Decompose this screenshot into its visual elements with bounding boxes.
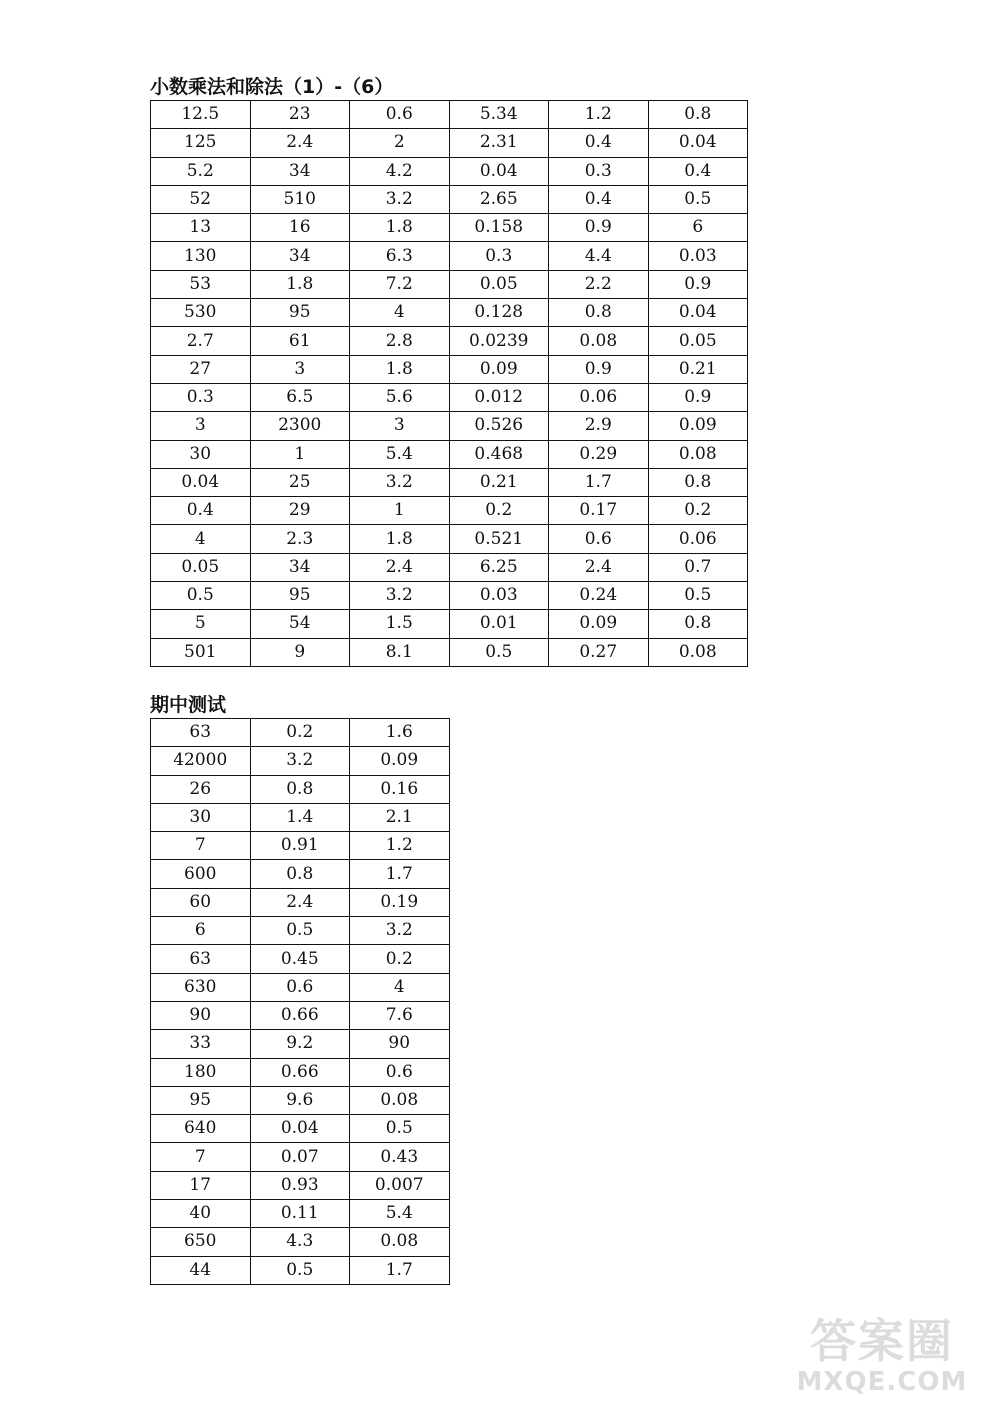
table-cell: 0.2 bbox=[350, 945, 450, 973]
table-cell: 1.6 bbox=[350, 719, 450, 747]
table-cell: 0.29 bbox=[549, 440, 649, 468]
table-cell: 33 bbox=[151, 1030, 251, 1058]
table-cell: 9.2 bbox=[250, 1030, 350, 1058]
table-cell: 1.8 bbox=[350, 355, 450, 383]
table-cell: 1.8 bbox=[350, 214, 450, 242]
table-row bbox=[151, 1200, 450, 1228]
table-row bbox=[151, 1171, 450, 1199]
table-row bbox=[151, 157, 748, 185]
table-cell: 2300 bbox=[250, 412, 350, 440]
table-cell: 0.012 bbox=[449, 383, 549, 411]
table-cell: 510 bbox=[250, 185, 350, 213]
table-cell: 7.2 bbox=[350, 270, 450, 298]
table-row bbox=[151, 497, 748, 525]
table-cell: 0.09 bbox=[449, 355, 549, 383]
table-cell: 640 bbox=[151, 1115, 251, 1143]
table-cell: 6.3 bbox=[350, 242, 450, 270]
table-cell: 0.06 bbox=[648, 525, 748, 553]
table-cell: 42000 bbox=[151, 747, 251, 775]
table-cell: 0.08 bbox=[350, 1228, 450, 1256]
table-cell: 2.2 bbox=[549, 270, 649, 298]
table-cell: 650 bbox=[151, 1228, 251, 1256]
table-cell: 0.2 bbox=[449, 497, 549, 525]
table-cell: 54 bbox=[250, 610, 350, 638]
section-title-decimal-multiplication-division: 小数乘法和除法（1）-（6） bbox=[150, 76, 394, 98]
table-cell: 0.17 bbox=[549, 497, 649, 525]
table-cell: 17 bbox=[151, 1171, 251, 1199]
table-cell: 1.7 bbox=[549, 468, 649, 496]
table-cell: 95 bbox=[250, 582, 350, 610]
table-cell: 53 bbox=[151, 270, 251, 298]
table-cell: 0.526 bbox=[449, 412, 549, 440]
table-cell: 12.5 bbox=[151, 101, 251, 129]
table-row bbox=[151, 638, 748, 666]
table-cell: 34 bbox=[250, 553, 350, 581]
table-cell: 0.0239 bbox=[449, 327, 549, 355]
table-cell: 0.8 bbox=[549, 299, 649, 327]
watermark-domain-text: MXQE.COM bbox=[796, 1367, 968, 1397]
table-row bbox=[151, 1256, 450, 1284]
table-row bbox=[151, 299, 748, 327]
table-row bbox=[151, 1001, 450, 1029]
table-cell: 29 bbox=[250, 497, 350, 525]
table-cell: 2.4 bbox=[250, 129, 350, 157]
table-cell: 0.08 bbox=[350, 1086, 450, 1114]
table-cell: 27 bbox=[151, 355, 251, 383]
table-cell: 30 bbox=[151, 440, 251, 468]
table-cell: 0.08 bbox=[648, 440, 748, 468]
table-cell: 501 bbox=[151, 638, 251, 666]
table-row bbox=[151, 525, 748, 553]
table-cell: 60 bbox=[151, 888, 251, 916]
table-row bbox=[151, 129, 748, 157]
table-cell: 0.5 bbox=[250, 1256, 350, 1284]
table-cell: 2.8 bbox=[350, 327, 450, 355]
table-row bbox=[151, 610, 748, 638]
table-cell: 0.468 bbox=[449, 440, 549, 468]
table-cell: 2.4 bbox=[250, 888, 350, 916]
table-cell: 25 bbox=[250, 468, 350, 496]
table-row bbox=[151, 383, 748, 411]
table-cell: 0.05 bbox=[449, 270, 549, 298]
table-cell: 0.07 bbox=[250, 1143, 350, 1171]
table-cell: 2.7 bbox=[151, 327, 251, 355]
table-cell: 0.05 bbox=[151, 553, 251, 581]
table-cell: 61 bbox=[250, 327, 350, 355]
table-cell: 3.2 bbox=[350, 582, 450, 610]
table-cell: 0.4 bbox=[151, 497, 251, 525]
table-cell: 0.5 bbox=[449, 638, 549, 666]
table-cell: 8.1 bbox=[350, 638, 450, 666]
table-cell: 0.3 bbox=[549, 157, 649, 185]
table-cell: 7 bbox=[151, 832, 251, 860]
table-cell: 0.6 bbox=[250, 973, 350, 1001]
table-cell: 1.2 bbox=[549, 101, 649, 129]
table-cell: 0.158 bbox=[449, 214, 549, 242]
table-cell: 90 bbox=[151, 1001, 251, 1029]
table-cell: 4.2 bbox=[350, 157, 450, 185]
table-cell: 630 bbox=[151, 973, 251, 1001]
table-cell: 125 bbox=[151, 129, 251, 157]
section-title-midterm-test: 期中测试 bbox=[150, 694, 227, 716]
table-cell: 0.9 bbox=[648, 383, 748, 411]
table-cell: 9.6 bbox=[250, 1086, 350, 1114]
table-cell: 0.03 bbox=[449, 582, 549, 610]
table-cell: 3 bbox=[250, 355, 350, 383]
table-row bbox=[151, 582, 748, 610]
table-cell: 4.3 bbox=[250, 1228, 350, 1256]
table-cell: 9 bbox=[250, 638, 350, 666]
table-cell: 40 bbox=[151, 1200, 251, 1228]
table-row bbox=[151, 270, 748, 298]
table-cell: 3.2 bbox=[350, 185, 450, 213]
table-cell: 2.31 bbox=[449, 129, 549, 157]
answer-table-midterm-test bbox=[150, 718, 450, 1285]
table-cell: 1.8 bbox=[250, 270, 350, 298]
watermark-logo-text: 答案圈 bbox=[810, 1314, 954, 1368]
table-row bbox=[151, 327, 748, 355]
table-cell: 0.21 bbox=[648, 355, 748, 383]
table-cell: 0.6 bbox=[350, 101, 450, 129]
table-cell: 1.7 bbox=[350, 860, 450, 888]
table-row bbox=[151, 888, 450, 916]
table-cell: 0.2 bbox=[250, 719, 350, 747]
table-cell: 1.2 bbox=[350, 832, 450, 860]
table-cell: 2.65 bbox=[449, 185, 549, 213]
table-row bbox=[151, 775, 450, 803]
table-cell: 130 bbox=[151, 242, 251, 270]
table-row bbox=[151, 1086, 450, 1114]
table-cell: 0.8 bbox=[648, 610, 748, 638]
table-row bbox=[151, 945, 450, 973]
table-cell: 4 bbox=[350, 973, 450, 1001]
table-cell: 44 bbox=[151, 1256, 251, 1284]
table-cell: 0.11 bbox=[250, 1200, 350, 1228]
table-cell: 5.4 bbox=[350, 440, 450, 468]
table-cell: 0.24 bbox=[549, 582, 649, 610]
table-row bbox=[151, 1115, 450, 1143]
table-cell: 0.6 bbox=[350, 1058, 450, 1086]
table-cell: 0.04 bbox=[151, 468, 251, 496]
table-cell: 180 bbox=[151, 1058, 251, 1086]
table-cell: 0.6 bbox=[549, 525, 649, 553]
table-cell: 34 bbox=[250, 242, 350, 270]
table-cell: 0.09 bbox=[350, 747, 450, 775]
table-cell: 0.04 bbox=[449, 157, 549, 185]
table-cell: 1.7 bbox=[350, 1256, 450, 1284]
table-cell: 1.4 bbox=[250, 803, 350, 831]
table-cell: 3 bbox=[151, 412, 251, 440]
table-cell: 7.6 bbox=[350, 1001, 450, 1029]
table-cell: 90 bbox=[350, 1030, 450, 1058]
table-cell: 0.8 bbox=[648, 101, 748, 129]
table-cell: 3.2 bbox=[250, 747, 350, 775]
table-cell: 0.45 bbox=[250, 945, 350, 973]
table-cell: 1 bbox=[250, 440, 350, 468]
table-cell: 6 bbox=[151, 917, 251, 945]
table-cell: 0.04 bbox=[648, 299, 748, 327]
table-cell: 0.007 bbox=[350, 1171, 450, 1199]
table-cell: 6.5 bbox=[250, 383, 350, 411]
table-cell: 0.5 bbox=[250, 917, 350, 945]
answer-table-body bbox=[151, 101, 748, 667]
table-cell: 13 bbox=[151, 214, 251, 242]
table-cell: 0.5 bbox=[648, 582, 748, 610]
table-row bbox=[151, 832, 450, 860]
table-cell: 0.91 bbox=[250, 832, 350, 860]
table-cell: 2.4 bbox=[350, 553, 450, 581]
table-cell: 0.8 bbox=[648, 468, 748, 496]
table-cell: 0.08 bbox=[549, 327, 649, 355]
table-cell: 3.2 bbox=[350, 468, 450, 496]
table-row bbox=[151, 719, 450, 747]
table-row bbox=[151, 214, 748, 242]
table-row bbox=[151, 553, 748, 581]
table-cell: 6 bbox=[648, 214, 748, 242]
table-row bbox=[151, 747, 450, 775]
table-cell: 3 bbox=[350, 412, 450, 440]
table-cell: 26 bbox=[151, 775, 251, 803]
table-cell: 0.3 bbox=[151, 383, 251, 411]
table-cell: 0.5 bbox=[151, 582, 251, 610]
table-cell: 3.2 bbox=[350, 917, 450, 945]
table-cell: 30 bbox=[151, 803, 251, 831]
table-cell: 0.9 bbox=[549, 214, 649, 242]
answer-table-body bbox=[151, 719, 450, 1285]
table-cell: 5.4 bbox=[350, 1200, 450, 1228]
table-cell: 0.4 bbox=[549, 129, 649, 157]
table-cell: 95 bbox=[151, 1086, 251, 1114]
table-cell: 0.04 bbox=[250, 1115, 350, 1143]
table-cell: 0.93 bbox=[250, 1171, 350, 1199]
table-cell: 0.06 bbox=[549, 383, 649, 411]
table-cell: 2.1 bbox=[350, 803, 450, 831]
table-cell: 0.8 bbox=[250, 775, 350, 803]
table-row bbox=[151, 803, 450, 831]
table-cell: 600 bbox=[151, 860, 251, 888]
table-cell: 0.2 bbox=[648, 497, 748, 525]
table-cell: 4.4 bbox=[549, 242, 649, 270]
table-row bbox=[151, 468, 748, 496]
table-cell: 4 bbox=[151, 525, 251, 553]
table-cell: 0.9 bbox=[648, 270, 748, 298]
table-cell: 5 bbox=[151, 610, 251, 638]
table-row bbox=[151, 242, 748, 270]
table-cell: 0.09 bbox=[648, 412, 748, 440]
table-cell: 34 bbox=[250, 157, 350, 185]
table-cell: 0.9 bbox=[549, 355, 649, 383]
table-cell: 530 bbox=[151, 299, 251, 327]
table-cell: 0.08 bbox=[648, 638, 748, 666]
answer-table-decimal-multiplication-division bbox=[150, 100, 748, 667]
table-cell: 0.5 bbox=[350, 1115, 450, 1143]
table-row bbox=[151, 973, 450, 1001]
table-row bbox=[151, 412, 748, 440]
table-row bbox=[151, 1058, 450, 1086]
table-cell: 1.8 bbox=[350, 525, 450, 553]
table-cell: 0.8 bbox=[250, 860, 350, 888]
table-cell: 2.9 bbox=[549, 412, 649, 440]
table-row bbox=[151, 917, 450, 945]
table-cell: 0.16 bbox=[350, 775, 450, 803]
table-cell: 0.521 bbox=[449, 525, 549, 553]
table-row bbox=[151, 355, 748, 383]
table-cell: 6.25 bbox=[449, 553, 549, 581]
table-cell: 0.21 bbox=[449, 468, 549, 496]
table-cell: 52 bbox=[151, 185, 251, 213]
table-cell: 95 bbox=[250, 299, 350, 327]
table-cell: 16 bbox=[250, 214, 350, 242]
table-cell: 0.66 bbox=[250, 1058, 350, 1086]
table-row bbox=[151, 860, 450, 888]
table-cell: 0.04 bbox=[648, 129, 748, 157]
table-row bbox=[151, 1228, 450, 1256]
table-cell: 1 bbox=[350, 497, 450, 525]
table-cell: 0.05 bbox=[648, 327, 748, 355]
table-cell: 5.34 bbox=[449, 101, 549, 129]
table-cell: 4 bbox=[350, 299, 450, 327]
watermark-logo bbox=[782, 1315, 982, 1397]
table-cell: 0.03 bbox=[648, 242, 748, 270]
table-cell: 23 bbox=[250, 101, 350, 129]
table-cell: 2 bbox=[350, 129, 450, 157]
table-cell: 0.43 bbox=[350, 1143, 450, 1171]
table-cell: 63 bbox=[151, 719, 251, 747]
table-cell: 0.7 bbox=[648, 553, 748, 581]
table-cell: 0.01 bbox=[449, 610, 549, 638]
table-cell: 1.5 bbox=[350, 610, 450, 638]
table-cell: 0.09 bbox=[549, 610, 649, 638]
table-cell: 0.3 bbox=[449, 242, 549, 270]
table-row bbox=[151, 185, 748, 213]
table-row bbox=[151, 101, 748, 129]
table-row bbox=[151, 440, 748, 468]
table-cell: 0.27 bbox=[549, 638, 649, 666]
table-cell: 0.66 bbox=[250, 1001, 350, 1029]
table-cell: 2.3 bbox=[250, 525, 350, 553]
table-cell: 0.4 bbox=[648, 157, 748, 185]
table-cell: 0.128 bbox=[449, 299, 549, 327]
table-cell: 5.2 bbox=[151, 157, 251, 185]
table-row bbox=[151, 1030, 450, 1058]
table-cell: 7 bbox=[151, 1143, 251, 1171]
table-cell: 5.6 bbox=[350, 383, 450, 411]
table-cell: 0.19 bbox=[350, 888, 450, 916]
table-cell: 2.4 bbox=[549, 553, 649, 581]
table-row bbox=[151, 1143, 450, 1171]
table-cell: 0.4 bbox=[549, 185, 649, 213]
table-cell: 0.5 bbox=[648, 185, 748, 213]
table-cell: 63 bbox=[151, 945, 251, 973]
